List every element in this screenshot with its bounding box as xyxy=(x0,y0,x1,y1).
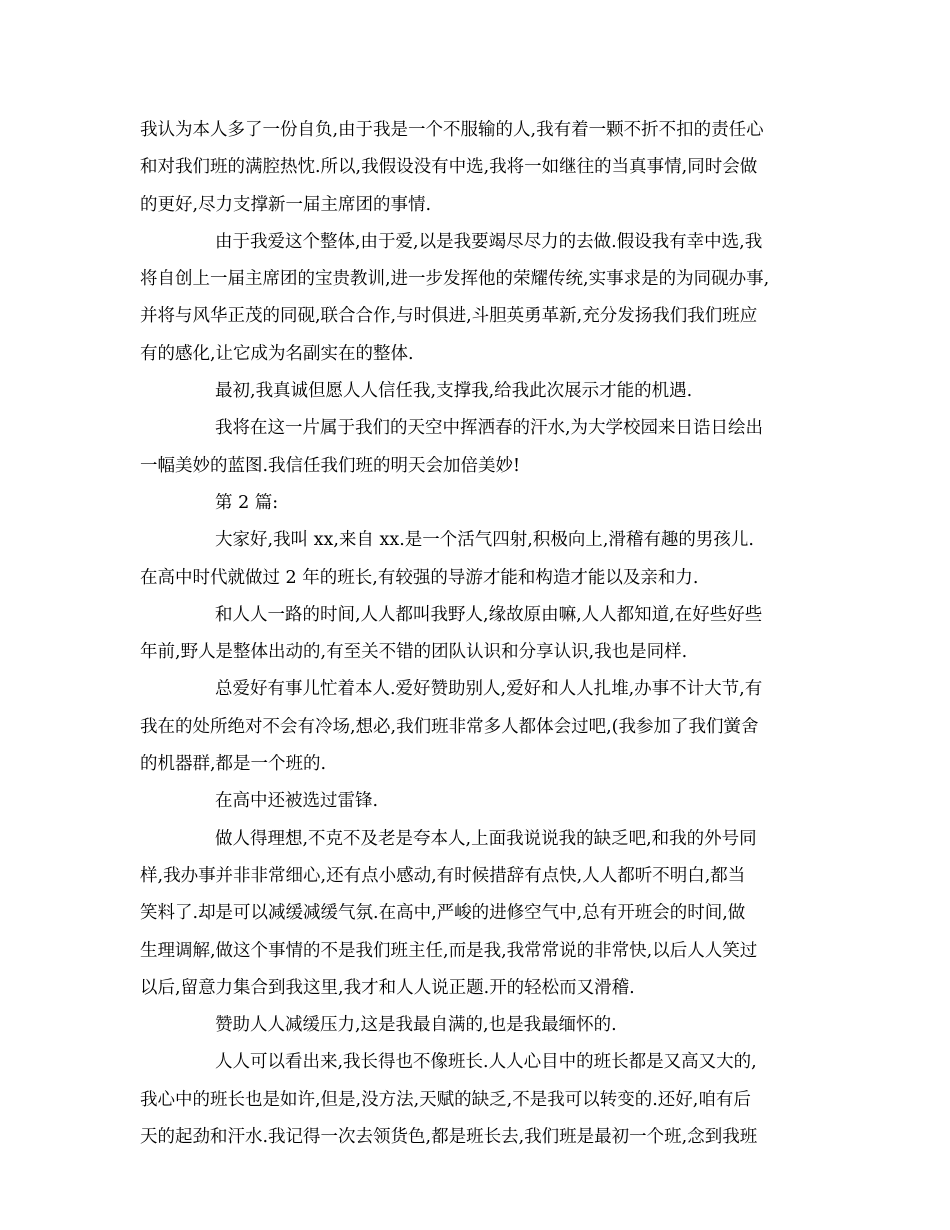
paragraph-line: 年前,野人是整体出动的,有至关不错的团队认识和分享认识,我也是同样. xyxy=(140,642,688,663)
paragraph-line: 样,我办事并非非常细心,还有点小感动,有时候措辞有点快,人人都听不明白,都当 xyxy=(140,865,746,886)
paragraph-line: 并将与风华正茂的同砚,联合合作,与时俱进,斗胆英勇革新,充分发扬我们我们班应 xyxy=(140,306,758,327)
paragraph-line: 一幅美妙的蓝图.我信任我们班的明天会加倍美妙! xyxy=(140,455,521,476)
paragraph-first-line: 我将在这一片属于我们的天空中挥洒春的汗水,为大学校园来日诰日绘出 xyxy=(215,418,764,439)
paragraph-first-line: 在高中还被选过雷锋. xyxy=(215,791,379,812)
paragraph-line: 我心中的班长也是如许,但是,没方法,天赋的缺乏,不是我可以转变的.还好,咱有后 xyxy=(140,1089,751,1110)
paragraph-line: 笑料了.却是可以减缓减缓气氛.在高中,严峻的进修空气中,总有开班会的时间,做 xyxy=(140,903,746,924)
paragraph-line: 以后,留意力集合到我这里,我才和人人说正题.开的轻松而又滑稽. xyxy=(140,977,635,998)
paragraph-line: 将自创上一届主席团的宝贵教训,进一步发挥他的荣耀传统,实事求是的为同砚办事, xyxy=(140,269,770,290)
paragraph-line: 和对我们班的满腔热忱.所以,我假设没有中选,我将一如继往的当真事情,同时会做 xyxy=(140,157,758,178)
paragraph-line: 有的感化,让它成为名副实在的整体. xyxy=(140,343,414,364)
paragraph-first-line: 由于我爱这个整体,由于爱,以是我要竭尽尽力的去做.假设我有幸中选,我 xyxy=(215,231,763,252)
paragraph-line: 在高中时代就做过 2 年的班长,有较强的导游才能和构造才能以及亲和力. xyxy=(140,567,699,588)
paragraph-first-line: 总爱好有事儿忙着本人.爱好赞助别人,爱好和人人扎堆,办事不计大节,有 xyxy=(215,679,763,700)
paragraph-first-line: 人人可以看出来,我长得也不像班长.人人心目中的班长都是又高又大的, xyxy=(215,1052,757,1073)
paragraph-line: 我在的处所绝对不会有冷场,想必,我们班非常多人都体会过吧,(我参加了我们黉舍 xyxy=(140,716,759,737)
paragraph-first-line: 第 2 篇: xyxy=(215,492,279,513)
paragraph-first-line: 做人得理想,不克不及老是夸本人,上面我说说我的缺乏吧,和我的外号同 xyxy=(215,828,757,849)
paragraph-line: 生理调解,做这个事情的不是我们班主任,而是我,我常常说的非常快,以后人人笑过 xyxy=(140,940,758,961)
paragraph-line: 的更好,尽力支撑新一届主席团的事情. xyxy=(140,194,432,215)
paragraph-first-line: 最初,我真诚但愿人人信任我,支撑我,给我此次展示才能的机遇. xyxy=(215,381,693,402)
paragraph-first-line: 和人人一路的时间,人人都叫我野人,缘故原由嘛,人人都知道,在好些好些 xyxy=(215,604,763,625)
paragraph-first-line: 大家好,我叫 xx,来自 xx.是一个活气四射,积极向上,滑稽有趣的男孩儿. xyxy=(215,530,754,551)
paragraph-first-line: 赞助人人减缓压力,这是我最自满的,也是我最缅怀的. xyxy=(215,1015,617,1036)
paragraph-line: 的机器群,都是一个班的. xyxy=(140,754,327,775)
paragraph-line: 我认为本人多了一份自负,由于我是一个不服输的人,我有着一颗不折不扣的责任心 xyxy=(140,120,764,140)
document-body xyxy=(140,112,810,1156)
paragraph-line: 天的起劲和汗水.我记得一次去领货色,都是班长去,我们班是最初一个班,念到我班 xyxy=(140,1127,758,1148)
